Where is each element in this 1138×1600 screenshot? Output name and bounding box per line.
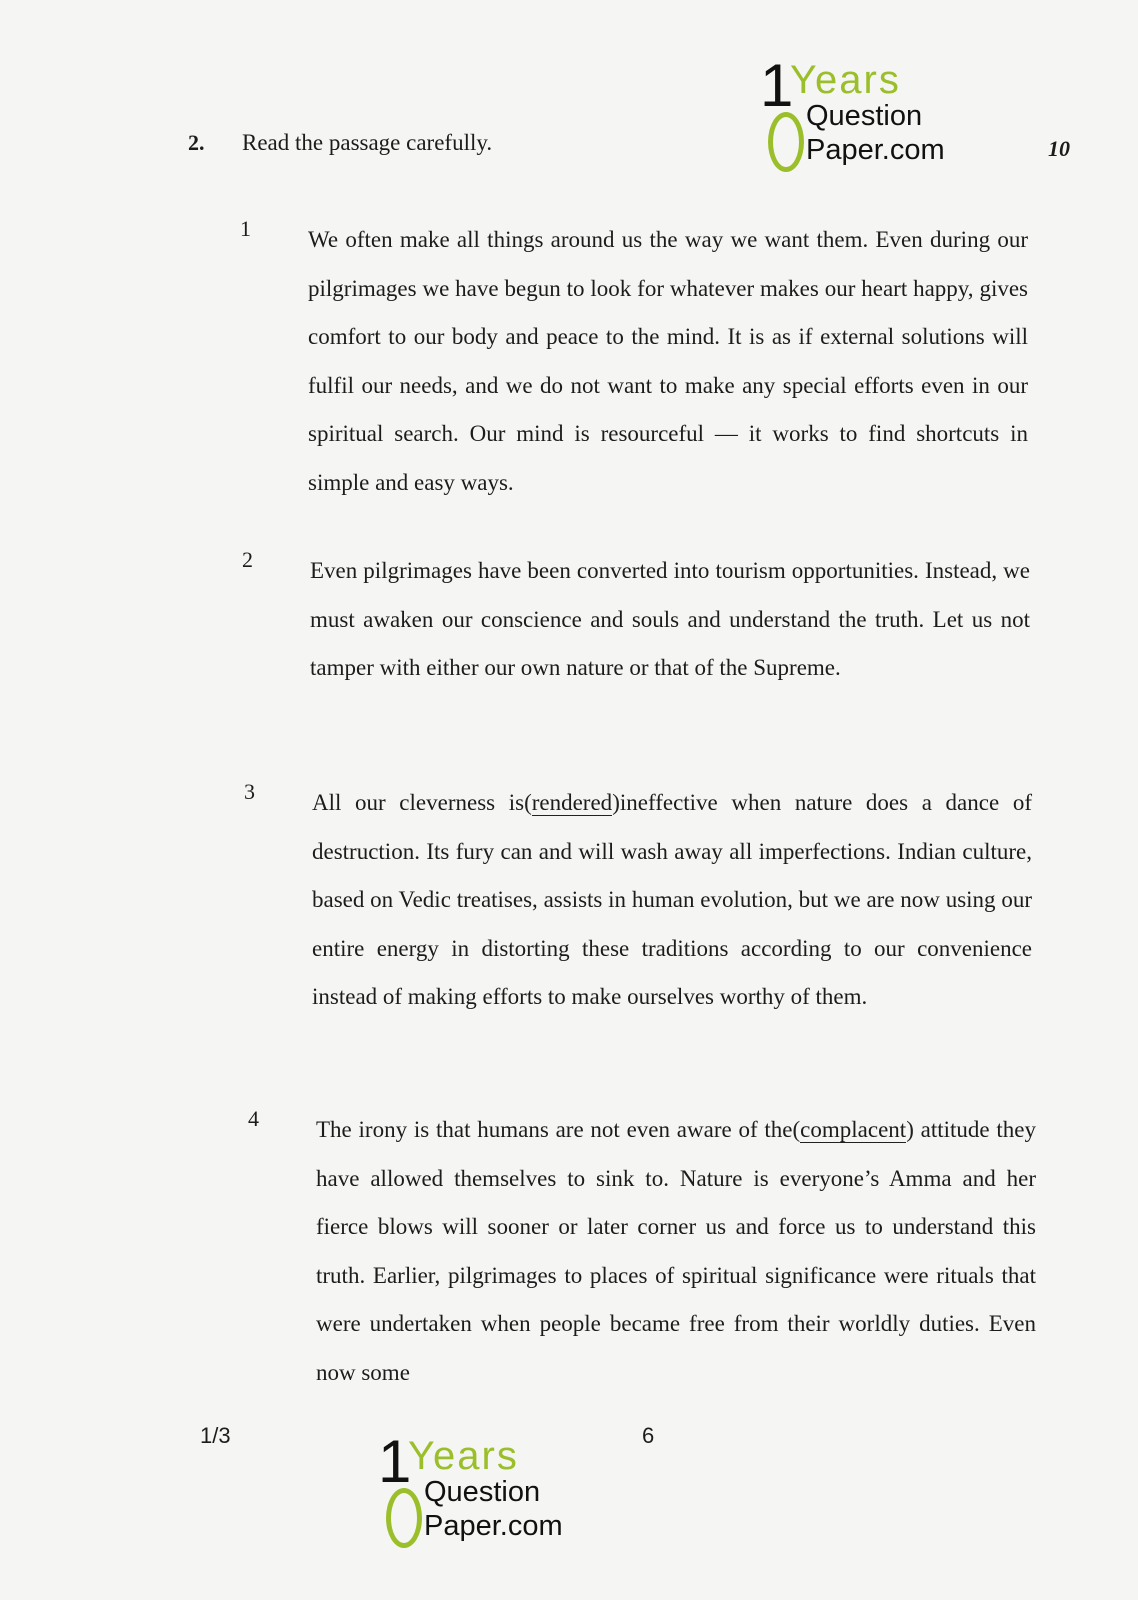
passage-paragraph-1 xyxy=(240,216,1028,508)
footer-page-number: 6 xyxy=(642,1423,655,1448)
logo-zero-ring-icon xyxy=(386,1488,422,1548)
highlighted-word: rendered xyxy=(531,790,613,815)
footer-paper-code: 1/3 xyxy=(200,1423,231,1448)
logo-paper: Paper.com xyxy=(806,134,945,166)
logo-digit-one: 1 xyxy=(378,1428,412,1495)
paragraph-text: We often make all things around us the way we want them. Even during our pilgrimages we have begun to look for whatever makes our heart happy, gives comfort to our body and peace to the mind. It is as if external solutions will fulfil our needs, and we do not want to make any special efforts even in our spiritual search. Our mind is resourceful — it works to find shortcuts in simple and easy ways. xyxy=(308,227,1028,495)
paragraph-text: Even pilgrimages have been converted into tourism opportunities. Instead, we must awaken our conscience and souls and understand the truth. Let us not tamper with either our own nature or that of the Supreme. xyxy=(310,558,1030,681)
text-after-highlight: ineffective when nature does a dance of destruction. Its fury can and will wash away all imperfections. Indian culture, based on Vedic treatises, assists in human evolution, but we are now using our entire energy in distorting these traditions according to our convenience instead of making efforts to make ourselves worthy of them. xyxy=(312,790,1032,1010)
question-instruction: Read the passage carefully. xyxy=(242,130,493,155)
passage-paragraph-3 xyxy=(244,779,1032,1022)
highlighted-word: complacent xyxy=(800,1117,907,1142)
text-before-highlight: The irony is that humans are not even aware of the xyxy=(316,1117,793,1142)
logo-years: Years xyxy=(408,1434,519,1478)
text-before-highlight: All our cleverness is xyxy=(312,790,525,815)
close-bracket-mark: ) xyxy=(906,1117,914,1142)
paragraph-text xyxy=(316,1106,1036,1398)
passage-paragraph-4 xyxy=(248,1106,1036,1398)
logo-question: Question xyxy=(806,100,923,132)
logo-years: Years xyxy=(790,58,901,102)
paragraph-number: 1 xyxy=(240,216,251,241)
logo-zero-ring-icon xyxy=(768,112,804,172)
paragraph-number: 4 xyxy=(248,1106,259,1131)
question-marks: 10 xyxy=(1048,136,1070,161)
open-bracket-mark: ( xyxy=(792,1117,801,1142)
paragraph-text xyxy=(312,779,1032,1022)
logo-paper: Paper.com xyxy=(424,1510,563,1542)
watermark-logo-bottom xyxy=(378,1428,588,1548)
paragraph-number: 3 xyxy=(244,779,255,804)
text-after-highlight: attitude they have allowed themselves to sink to. Nature is everyone’s Amma and her fierce blows will sooner or later corner us and force us to understand this truth. Earlier, pilgrimages to places of spiritual significance were rituals that were undertaken when people became free from their worldly duties. Even now some xyxy=(316,1117,1036,1385)
close-bracket-mark: ) xyxy=(612,790,620,815)
handwritten-highlight xyxy=(524,790,620,815)
open-bracket-mark: ( xyxy=(524,790,532,815)
watermark-logo-top xyxy=(760,52,970,172)
logo-digit-one: 1 xyxy=(760,52,794,119)
handwritten-highlight xyxy=(793,1117,914,1142)
question-number: 2. xyxy=(188,130,205,155)
logo-question: Question xyxy=(424,1476,541,1508)
paragraph-number: 2 xyxy=(242,547,253,572)
passage-paragraph-2 xyxy=(242,547,1030,693)
